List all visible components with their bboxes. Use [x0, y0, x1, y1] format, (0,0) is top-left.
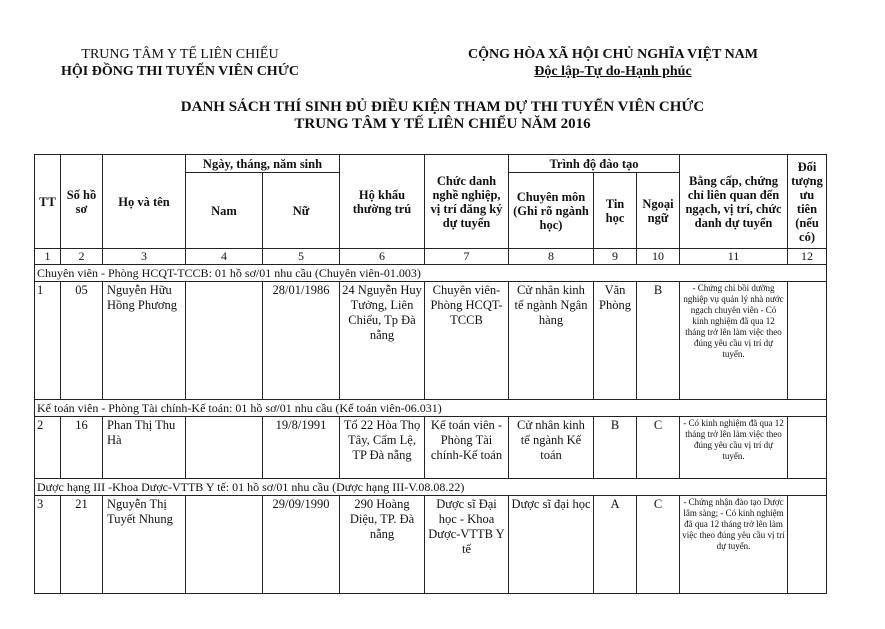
table-row [35, 417, 827, 479]
section-heading-row [35, 479, 827, 496]
col-number: 5 [263, 249, 340, 265]
header-nam: Nam [186, 173, 263, 249]
header-tin-hoc: Tin học [594, 173, 637, 249]
header-ngoai-ngu: Ngoại ngữ [637, 173, 680, 249]
cell-ho-ten: Phan Thị Thu Hà [103, 417, 186, 479]
section-heading-row [35, 400, 827, 417]
document-subtitle: TRUNG TÂM Y TẾ LIÊN CHIỂU NĂM 2016 [294, 116, 591, 132]
cell-nu: 19/8/1991 [263, 417, 340, 479]
cell-nam [186, 496, 263, 594]
cell-nu: 29/09/1990 [263, 496, 340, 594]
cell-tt: 2 [35, 417, 61, 479]
cell-ngoai-ngu: B [637, 282, 680, 400]
cell-ho-khau: Tổ 22 Hòa Thọ Tây, Cẩm Lệ, TP Đà nẵng [340, 417, 425, 479]
header-ho-ten: Họ và tên [103, 155, 186, 249]
candidate-table [34, 154, 827, 594]
header-tt: TT [35, 155, 61, 249]
cell-ho-ten: Nguyễn Hữu Hồng Phương [103, 282, 186, 400]
column-number-row [35, 249, 827, 265]
cell-nam [186, 417, 263, 479]
cell-chuc-danh: Dược sĩ Đại học - Khoa Dược-VTTB Y tế [425, 496, 509, 594]
cell-ho-khau: 290 Hoàng Diệu, TP. Đà nẵng [340, 496, 425, 594]
header-right [418, 46, 808, 80]
header-ho-khau: Hộ khẩu thường trú [340, 155, 425, 249]
cell-doi-tuong [788, 282, 827, 400]
cell-nu: 28/01/1986 [263, 282, 340, 400]
cell-ngoai-ngu: C [637, 496, 680, 594]
section-heading: Chuyên viên - Phòng HCQT-TCCB: 01 hồ sơ/01 nhu cầu (Chuyên viên-01.003) [35, 265, 827, 282]
cell-tin-hoc: Văn Phòng [594, 282, 637, 400]
col-number: 8 [509, 249, 594, 265]
col-number: 2 [61, 249, 103, 265]
col-number: 7 [425, 249, 509, 265]
header-chuyen-mon: Chuyên môn (Ghi rõ ngành học) [509, 173, 594, 249]
cell-ho-khau: 24 Nguyễn Huy Tưởng, Liên Chiểu, Tp Đà nẵng [340, 282, 425, 400]
header-doi-tuong: Đối tượng ưu tiên (nếu có) [788, 155, 827, 249]
header-ngay-sinh: Ngày, tháng, năm sinh [186, 155, 340, 173]
header-bang-cap: Bằng cấp, chứng chỉ liên quan đến ngạch, vị trí, chức danh dự tuyển [680, 155, 788, 249]
national-motto: Độc lập-Tự do-Hạnh phúc [534, 64, 692, 79]
section-heading: Dược hạng III -Khoa Dược-VTTB Y tế: 01 hồ sơ/01 nhu cầu (Dược hạng III-V.08.08.22) [35, 479, 827, 496]
header-left [30, 46, 330, 80]
col-number: 9 [594, 249, 637, 265]
table-row [35, 496, 827, 594]
cell-ho-ten: Nguyễn Thị Tuyết Nhung [103, 496, 186, 594]
national-title: CỘNG HÒA XÃ HỘI CHỦ NGHĨA VIỆT NAM [467, 47, 758, 62]
cell-so-ho-so: 21 [61, 496, 103, 594]
cell-so-ho-so: 16 [61, 417, 103, 479]
cell-so-ho-so: 05 [61, 282, 103, 400]
header-row-1 [35, 155, 827, 173]
cell-bang-cap: - Chứng nhận đào tạo Dược lâm sàng; - Có kinh nghiệm đã qua 12 tháng trở lên làm việc theo đúng yêu cầu vị trí dự tuyển. [680, 496, 788, 594]
cell-chuyen-mon: Dược sĩ đại học [509, 496, 594, 594]
cell-bang-cap: - Chứng chỉ bồi dưỡng nghiệp vụ quản lý nhà nước ngạch chuyên viên - Có kinh nghiệm đã qua 12 tháng trở lên làm việc theo đúng yêu cầu vị trí dự tuyển. [680, 282, 788, 400]
cell-tt: 1 [35, 282, 61, 400]
col-number: 6 [340, 249, 425, 265]
col-number: 12 [788, 249, 827, 265]
cell-chuyen-mon: Cử nhân kinh tế ngành Kế toán [509, 417, 594, 479]
cell-chuc-danh: Kế toán viên - Phòng Tài chính-Kế toán [425, 417, 509, 479]
header-so-ho-so: Số hồ sơ [61, 155, 103, 249]
col-number: 4 [186, 249, 263, 265]
col-number: 10 [637, 249, 680, 265]
document-title: DANH SÁCH THÍ SINH ĐỦ ĐIỀU KIỆN THAM DỰ THI TUYỂN VIÊN CHỨC [180, 99, 705, 115]
cell-tt: 3 [35, 496, 61, 594]
cell-ngoai-ngu: C [637, 417, 680, 479]
table-row [35, 282, 827, 400]
cell-bang-cap: - Có kinh nghiệm đã qua 12 tháng trở lên làm việc theo đúng yêu cầu vị trí dự tuyển. [680, 417, 788, 479]
col-number: 1 [35, 249, 61, 265]
cell-nam [186, 282, 263, 400]
section-heading-row [35, 265, 827, 282]
cell-doi-tuong [788, 417, 827, 479]
header-nu: Nữ [263, 173, 340, 249]
col-number: 11 [680, 249, 788, 265]
header-trinh-do: Trình độ đào tạo [509, 155, 680, 173]
header-chuc-danh: Chức danh nghề nghiệp, vị trí đăng ký dự tuyển [425, 155, 509, 249]
cell-chuyen-mon: Cử nhân kinh tế ngành Ngân hàng [509, 282, 594, 400]
cell-tin-hoc: B [594, 417, 637, 479]
cell-chuc-danh: Chuyên viên-Phòng HCQT-TCCB [425, 282, 509, 400]
col-number: 3 [103, 249, 186, 265]
cell-tin-hoc: A [594, 496, 637, 594]
organization-name: TRUNG TÂM Y TẾ LIÊN CHIỂU [81, 47, 279, 62]
cell-doi-tuong [788, 496, 827, 594]
section-heading: Kế toán viên - Phòng Tài chính-Kế toán: 01 hồ sơ/01 nhu cầu (Kế toán viên-06.031) [35, 400, 827, 417]
council-name: HỘI ĐỒNG THI TUYỂN VIÊN CHỨC [61, 64, 299, 79]
